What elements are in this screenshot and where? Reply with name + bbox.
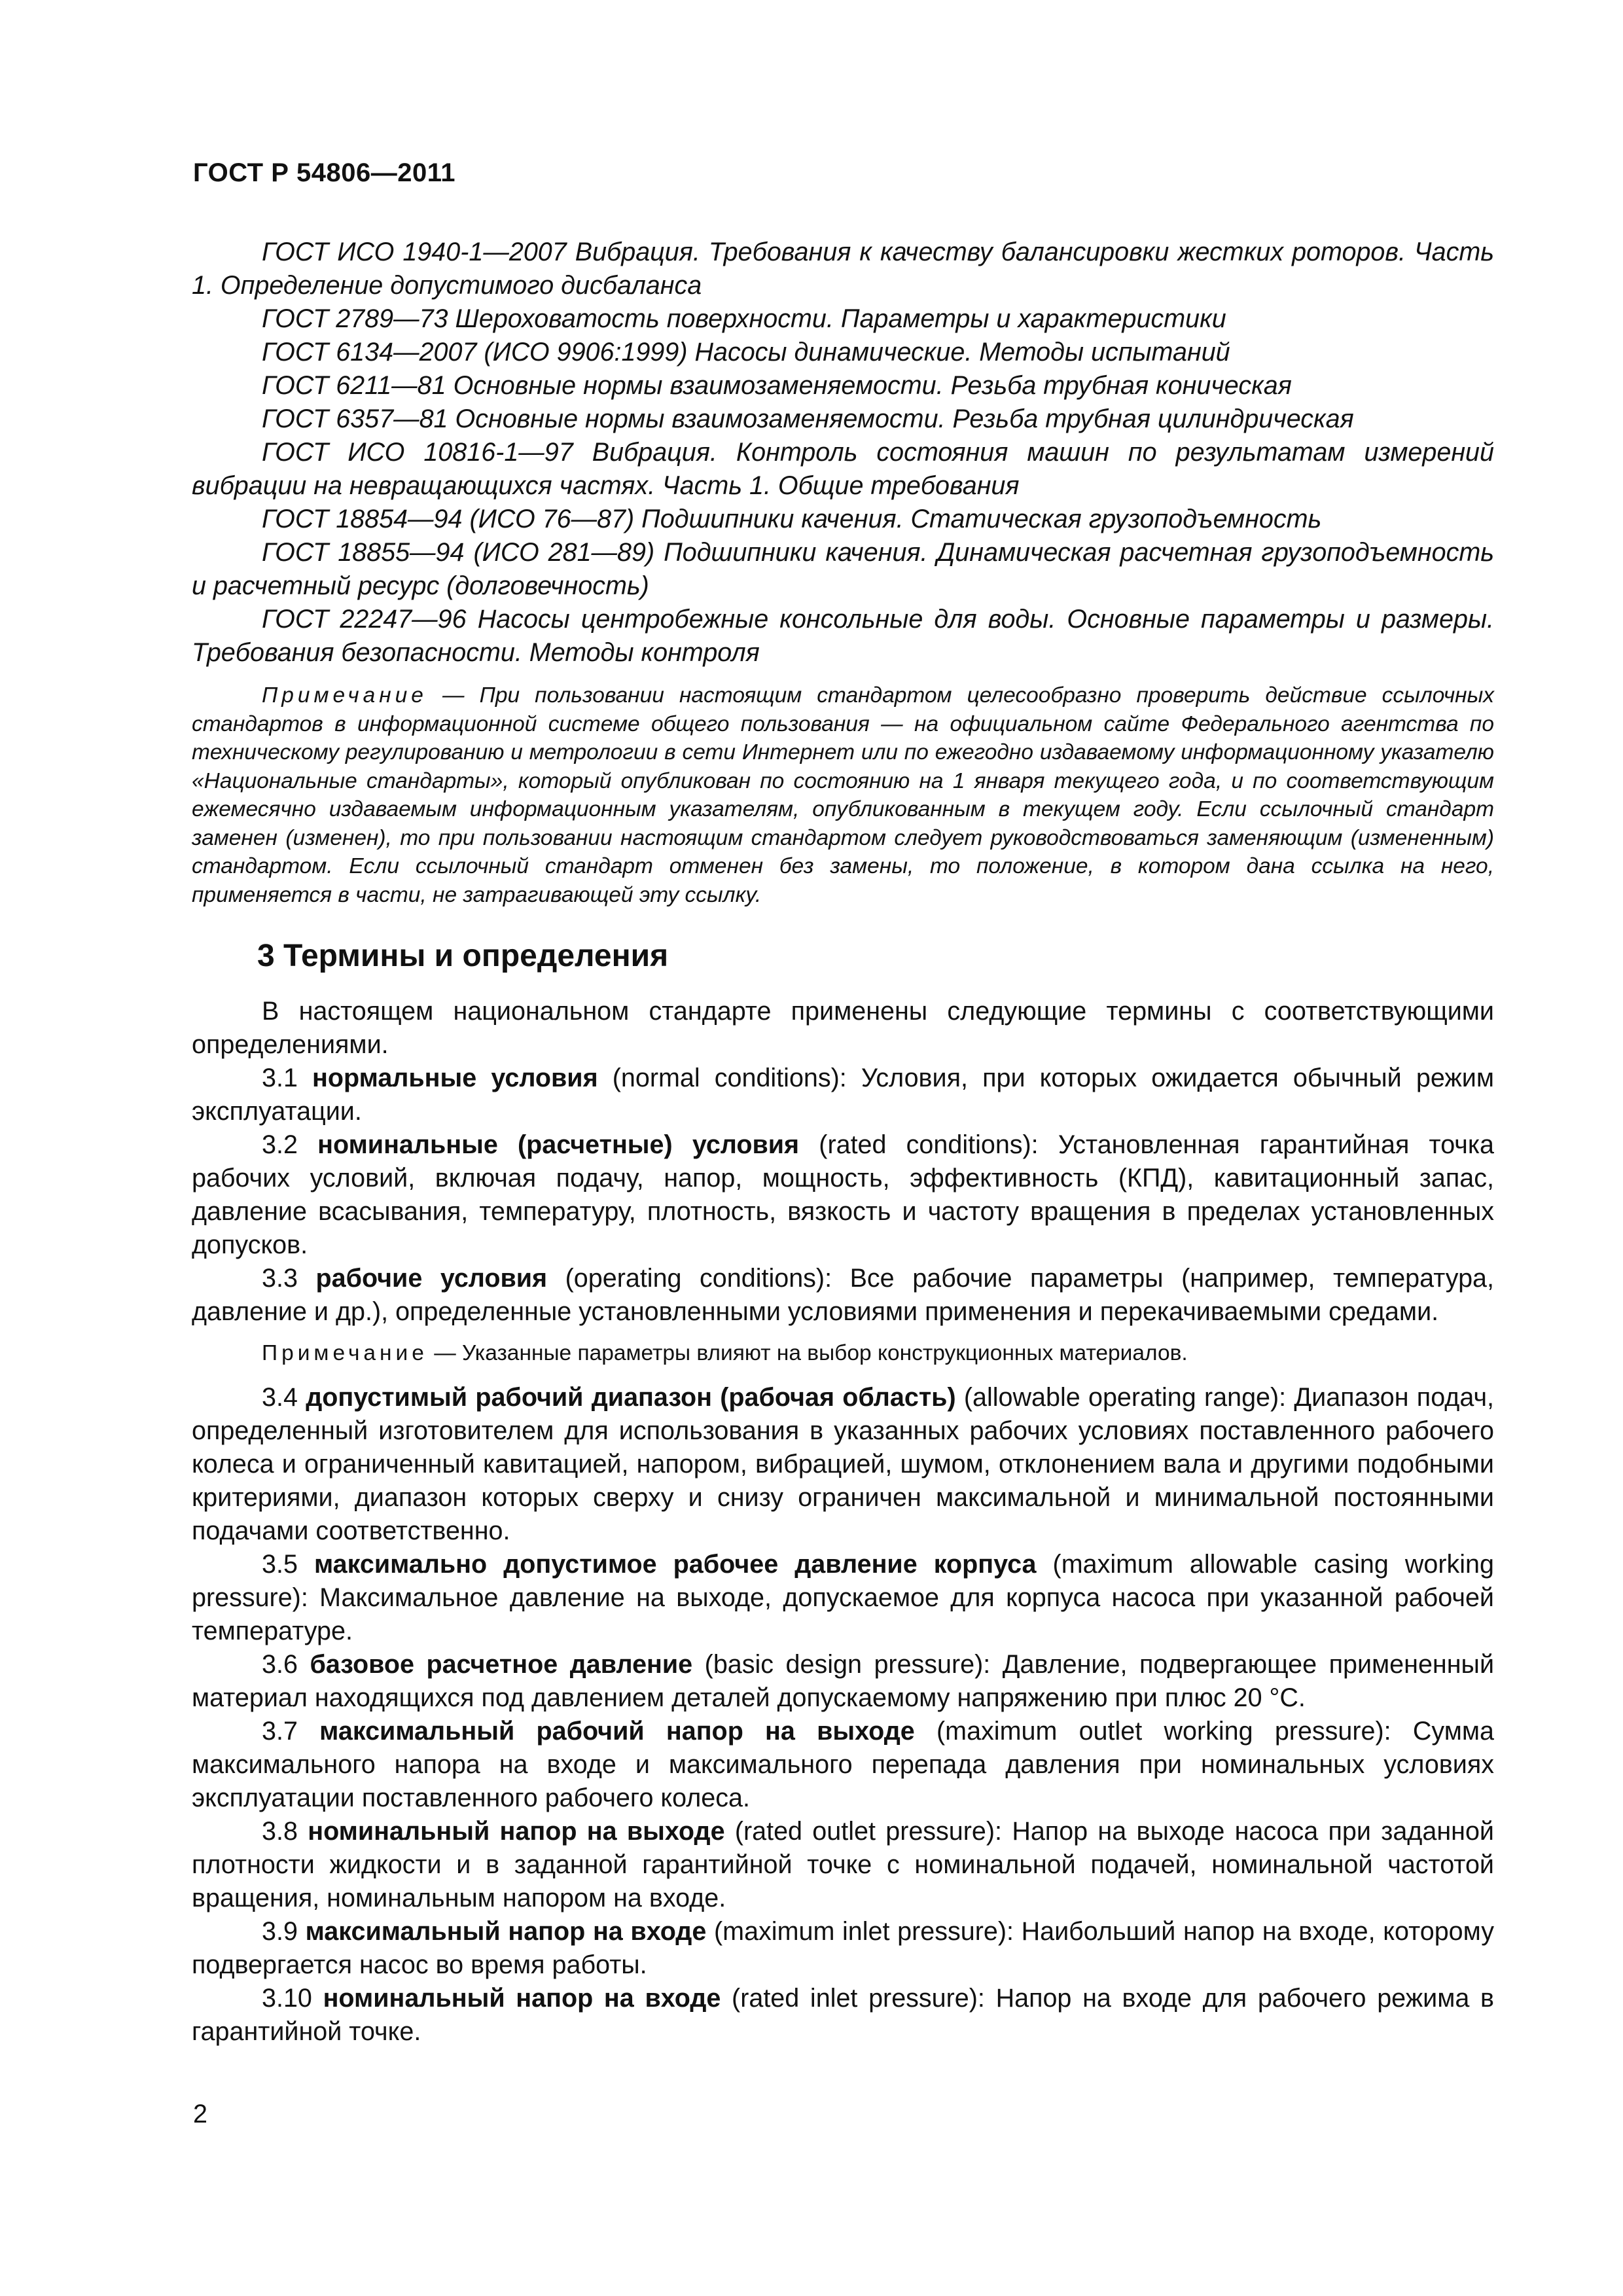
term-text: (rated inlet pressure): Напор на входе для рабочего режима в гарантийной точке. [192, 1984, 1494, 2046]
term-number: 3.6 [262, 1650, 298, 1679]
term-text: (basic design pressure): Давление, подвергающее примененный материал находящихся под давлением деталей допускаемому напряжению при плюс 20 °С. [192, 1650, 1495, 1712]
term-definition [192, 1715, 1494, 1815]
term-definition [192, 1128, 1494, 1262]
term-name: максимально допустимое рабочее давление корпуса [313, 1550, 1037, 1579]
term-name: базовое расчетное давление [310, 1650, 693, 1679]
term-text: (maximum allowable casing working pressure): Максимальное давление на выходе, допускаемое для корпуса насоса при указанной рабочей температуре. [192, 1550, 1494, 1645]
note-label: Примечание [262, 1341, 428, 1365]
term-number: 3.2 [262, 1130, 298, 1159]
reference-item: ГОСТ 2789—73 Шероховатость поверхности. Параметры и характеристики [262, 304, 1226, 333]
note-label: Примечание [262, 683, 427, 708]
term-text: (maximum outlet working pressure): Сумма максимального напора на входе и максимального перепада давления при номинальных условиях эксплуатации поставленного рабочего колеса. [192, 1717, 1494, 1812]
reference-item: ГОСТ 6211—81 Основные нормы взаимозаменяемости. Резьба трубная коническая [262, 371, 1292, 400]
term-name: максимальный рабочий напор на выходе [319, 1717, 915, 1746]
term-definition [192, 1648, 1494, 1715]
term-name: максимальный напор на входе [305, 1917, 707, 1946]
term-definition [192, 1982, 1494, 2049]
reference-item: ГОСТ 22247—96 Насосы центробежные консольные для воды. Основные параметры и размеры. Требования безопасности. Методы контроля [192, 605, 1494, 667]
term-definition [192, 1262, 1494, 1329]
term-number: 3.8 [262, 1817, 298, 1846]
term-text: (operating conditions): Все рабочие параметры (например, температура, давление и др.), определенные установленными условиями применения и перекачиваемыми средами. [192, 1264, 1495, 1326]
document-header: ГОСТ Р 54806—2011 [193, 158, 455, 187]
materials-note [192, 1339, 1494, 1368]
reference-item: ГОСТ 6134—2007 (ИСО 9906:1999) Насосы динамические. Методы испытаний [262, 338, 1230, 367]
term-number: 3.10 [262, 1984, 312, 2013]
term-number: 3.1 [262, 1064, 298, 1092]
term-definition [192, 1815, 1494, 1915]
term-name: номинальные (расчетные) условия [317, 1130, 800, 1159]
reference-item: ГОСТ 18855—94 (ИСО 281—89) Подшипники качения. Динамическая расчетная грузоподъемность и расчетный ресурс (долговечность) [192, 538, 1494, 600]
reference-item: ГОСТ 18854—94 (ИСО 76—87) Подшипники качения. Статическая грузоподъемность [262, 505, 1322, 533]
term-number: 3.4 [262, 1383, 298, 1412]
term-name: нормальные условия [312, 1064, 598, 1092]
page-number: 2 [193, 2100, 207, 2128]
term-definition [192, 1548, 1494, 1648]
section-intro: В настоящем национальном стандарте применены следующие термины с соответствующими определениями. [192, 997, 1494, 1059]
reference-item: ГОСТ 6357—81 Основные нормы взаимозаменяемости. Резьба трубная цилиндрическая [262, 404, 1354, 433]
term-definition [192, 1915, 1494, 1982]
term-number: 3.5 [262, 1550, 298, 1579]
document-body [192, 236, 1494, 2049]
term-definition [192, 1381, 1494, 1548]
term-number: 3.9 [262, 1917, 298, 1946]
term-name: номинальный напор на выходе [308, 1817, 725, 1846]
term-text: (rated conditions): Установленная гарантийная точка рабочих условий, включая подачу, напор, мощность, эффективность (КПД), кавитационный запас, давление всасывания, температуру, плотность, вязкость и частоту вращения в пределах установленных допусков. [192, 1130, 1494, 1259]
reference-item: ГОСТ ИСО 1940-1—2007 Вибрация. Требования к качеству балансировки жестких роторов. Часть 1. Определение допустимого дисбаланса [192, 238, 1494, 300]
normative-references-list [192, 236, 1494, 670]
reference-item: ГОСТ ИСО 10816-1—97 Вибрация. Контроль состояния машин по результатам измерений вибрации на невращающихся частях. Часть 1. Общие требования [192, 438, 1494, 500]
term-text: (maximum inlet pressure): Наибольший напор на входе, которому подвергается насос во время работы. [192, 1917, 1494, 1979]
term-text: (rated outlet pressure): Напор на выходе насоса при заданной плотности жидкости и в заданной гарантийной точке с номинальной подачей, номинальной частотой вращения, номинальным напором на входе. [192, 1817, 1494, 1912]
section-title: 3 Термины и определения [257, 939, 669, 973]
term-name: рабочие условия [315, 1264, 548, 1293]
term-number: 3.7 [262, 1717, 298, 1746]
term-name: номинальный напор на входе [323, 1984, 721, 2013]
references-note [192, 681, 1494, 909]
note-text: — Указанные параметры влияют на выбор конструкционных материалов. [434, 1341, 1188, 1365]
term-definition [192, 1062, 1494, 1128]
note-text: — При пользовании настоящим стандартом целесообразно проверить действие ссылочных стандартов в информационной системе общего пользования — на официальном сайте Федерального агентства по техническому регулированию и метрологии в сети Интернет или по ежегодно издаваемому информационному указателю «Национальные стандарты», который опубликован по состоянию на 1 января текущего года, и по соответствующим ежемесячно издаваемым информационным указателям, опубликованным в текущем году. Если ссылочный стандарт заменен (изменен), то при пользовании настоящим стандартом следует руководствоваться заменяющим (измененным) стандартом. Если ссылочный стандарт отменен без замены, то положение, в котором дана ссылка на него, применяется в части, не затрагивающей эту ссылку. [192, 683, 1495, 907]
term-name: допустимый рабочий диапазон (рабочая область) [306, 1383, 956, 1412]
term-text: (normal conditions): Условия, при которых ожидается обычный режим эксплуатации. [192, 1064, 1494, 1126]
term-text: (allowable operating range): Диапазон подач, определенный изготовителем для использования в указанных рабочих условиях поставленного рабочего колеса и ограниченный кавитацией, напором, вибрацией, шумом, отклонением вала и другими подобными критериями, диапазон которых сверху и снизу ограничен максимальной и минимальной постоянными подачами соответственно. [192, 1383, 1494, 1545]
term-number: 3.3 [262, 1264, 298, 1293]
